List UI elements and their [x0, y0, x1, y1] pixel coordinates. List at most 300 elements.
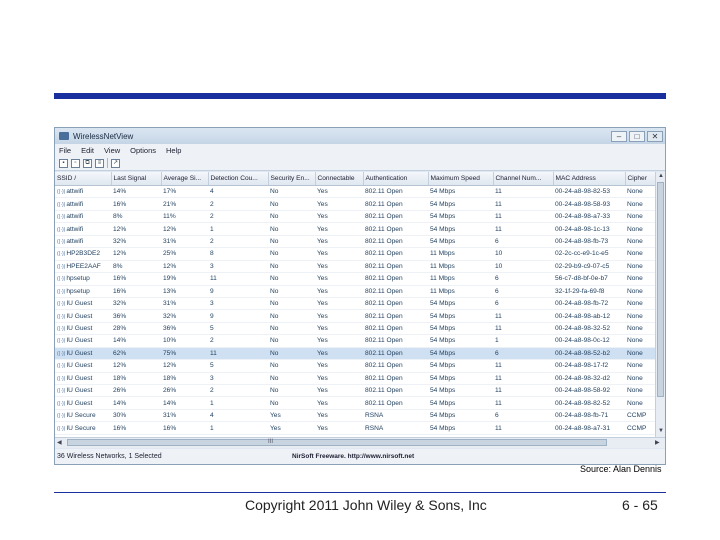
ssid-cell	[55, 397, 111, 409]
table-cell: 11 Mbps	[428, 273, 493, 285]
ssid-cell	[55, 223, 111, 235]
table-cell: Yes	[268, 422, 315, 434]
table-cell: 6	[493, 273, 553, 285]
table-cell: 16%	[111, 198, 161, 210]
table-cell: Yes	[315, 285, 363, 297]
table-cell: 10%	[161, 335, 208, 347]
table-cell: 3	[208, 372, 268, 384]
ssid-text: attwifi	[66, 225, 84, 233]
ssid-text: attwifi	[66, 237, 84, 245]
table-cell: 14%	[111, 186, 161, 198]
table-cell: 54 Mbps	[428, 198, 493, 210]
table-cell: None	[625, 210, 655, 222]
table-cell: 1	[493, 335, 553, 347]
table-cell: Yes	[315, 409, 363, 421]
table-cell: Yes	[315, 260, 363, 272]
column-header[interactable]: Channel Num...	[493, 172, 553, 186]
table-cell: 8%	[111, 260, 161, 272]
table-cell: 802.11 Open	[363, 260, 428, 272]
table-cell: 6	[493, 285, 553, 297]
table-cell: 00-24-a8-98-ab-12	[553, 310, 625, 322]
table-cell: 11	[493, 372, 553, 384]
table-cell: 54 Mbps	[428, 186, 493, 198]
status-count: 36 Wireless Networks, 1 Selected	[57, 453, 162, 460]
table-cell: 11	[493, 385, 553, 397]
table-cell: No	[268, 397, 315, 409]
table-cell: 802.11 Open	[363, 347, 428, 359]
table-cell: 2	[208, 385, 268, 397]
wifi-icon: ((·))	[57, 388, 66, 395]
column-header[interactable]: SSID /	[55, 172, 111, 186]
table-cell: 16%	[161, 422, 208, 434]
table-cell: No	[268, 273, 315, 285]
horizontal-scrollbar[interactable]	[55, 437, 665, 448]
table-cell: 802.11 Open	[363, 360, 428, 372]
table-cell: None	[625, 360, 655, 372]
table-cell: 54 Mbps	[428, 422, 493, 434]
table-cell: 54 Mbps	[428, 310, 493, 322]
table-cell: 54 Mbps	[428, 360, 493, 372]
wifi-icon: ((·))	[57, 350, 66, 357]
table-cell: 62%	[111, 347, 161, 359]
table-cell: Yes	[315, 360, 363, 372]
table-cell: 18%	[161, 372, 208, 384]
wifi-icon: ((·))	[57, 400, 66, 407]
table-row[interactable]	[55, 322, 655, 334]
table-cell: 54 Mbps	[428, 335, 493, 347]
table-cell: 11	[493, 210, 553, 222]
table-cell: Yes	[315, 198, 363, 210]
column-header[interactable]: Security En...	[268, 172, 315, 186]
table-cell: No	[268, 335, 315, 347]
table-cell: 54 Mbps	[428, 297, 493, 309]
table-cell: 1	[208, 397, 268, 409]
wifi-icon: ((·))	[57, 338, 66, 345]
table-cell: No	[268, 285, 315, 297]
ssid-cell	[55, 260, 111, 272]
table-row[interactable]	[55, 335, 655, 347]
table-row[interactable]	[55, 186, 655, 198]
ssid-cell	[55, 285, 111, 297]
column-header[interactable]: Connectable	[315, 172, 363, 186]
table-cell: 12%	[111, 248, 161, 260]
table-cell: 12%	[111, 360, 161, 372]
table-cell: Yes	[268, 409, 315, 421]
ssid-text: IU Guest	[66, 300, 93, 308]
table-cell: 2	[208, 335, 268, 347]
table-cell: None	[625, 347, 655, 359]
table-cell: 14%	[111, 335, 161, 347]
column-header[interactable]: Last Signal	[111, 172, 161, 186]
wifi-icon: ((·))	[57, 276, 66, 283]
table-cell: None	[625, 198, 655, 210]
column-header[interactable]: Average Si...	[161, 172, 208, 186]
table-cell: Yes	[315, 422, 363, 434]
wifi-icon: ((·))	[57, 201, 66, 208]
table-cell: No	[268, 235, 315, 247]
table-cell: 31%	[161, 409, 208, 421]
table-cell: No	[268, 347, 315, 359]
table-cell: 802.11 Open	[363, 248, 428, 260]
ssid-text: IU Guest	[66, 325, 93, 333]
ssid-cell	[55, 186, 111, 198]
table-cell: 54 Mbps	[428, 223, 493, 235]
table-cell: 75%	[161, 347, 208, 359]
scroll-up-arrow[interactable]: ▲	[658, 173, 664, 179]
table-cell: 12%	[161, 260, 208, 272]
ssid-cell	[55, 372, 111, 384]
menu-options[interactable]: Options	[130, 145, 157, 155]
table-row[interactable]	[55, 310, 655, 322]
slide-bottom-rule	[54, 492, 666, 493]
table-cell: 00-24-a8-98-0c-12	[553, 335, 625, 347]
table-cell: 32%	[111, 235, 161, 247]
table-cell: 802.11 Open	[363, 285, 428, 297]
ssid-cell	[55, 198, 111, 210]
wifi-icon: ((·))	[57, 301, 66, 308]
table-cell: 11	[208, 273, 268, 285]
table-row[interactable]	[55, 248, 655, 260]
table-cell: 8	[208, 248, 268, 260]
ssid-cell	[55, 235, 111, 247]
table-cell: 54 Mbps	[428, 385, 493, 397]
table-cell: 11 Mbps	[428, 260, 493, 272]
table-cell: 00-24-a8-98-17-f2	[553, 360, 625, 372]
table-cell: 02-29-b9-c9-07-c5	[553, 260, 625, 272]
ssid-cell	[55, 385, 111, 397]
table-cell: 32%	[161, 310, 208, 322]
table-cell: None	[625, 372, 655, 384]
table-cell: No	[268, 248, 315, 260]
ssid-text: hpsetup	[66, 287, 90, 295]
vertical-scroll-thumb[interactable]	[657, 182, 664, 397]
table-cell: 9	[208, 285, 268, 297]
table-cell: 11	[493, 310, 553, 322]
table-cell: No	[268, 310, 315, 322]
table-cell: 12%	[161, 223, 208, 235]
table-cell: 31%	[161, 235, 208, 247]
table-row[interactable]	[55, 260, 655, 272]
table-cell: 36%	[161, 322, 208, 334]
table-cell: 11 Mbps	[428, 248, 493, 260]
horizontal-scroll-thumb[interactable]	[67, 439, 607, 446]
ssid-cell	[55, 273, 111, 285]
table-cell: 14%	[161, 397, 208, 409]
table-cell: 16%	[111, 285, 161, 297]
table-cell: 802.11 Open	[363, 198, 428, 210]
ssid-cell	[55, 335, 111, 347]
table-cell: 802.11 Open	[363, 297, 428, 309]
ssid-text: IU Guest	[66, 374, 93, 382]
table-cell: 6	[493, 409, 553, 421]
table-cell: 6	[493, 297, 553, 309]
ssid-text: attwifi	[66, 200, 84, 208]
table-cell: No	[268, 260, 315, 272]
ssid-text: HPEE2AAF	[66, 262, 101, 270]
table-cell: 00-24-a8-98-a7-33	[553, 210, 625, 222]
ssid-text: IU Guest	[66, 362, 93, 370]
minimize-button[interactable]: –	[611, 131, 627, 142]
table-cell: No	[268, 297, 315, 309]
table-cell: 802.11 Open	[363, 372, 428, 384]
table-cell: Yes	[315, 310, 363, 322]
table-cell: 54 Mbps	[428, 409, 493, 421]
table-row[interactable]	[55, 235, 655, 247]
table-cell: 00-24-a8-98-fb-73	[553, 235, 625, 247]
wirelessnetview-window	[54, 127, 666, 465]
table-row[interactable]	[55, 409, 655, 421]
ssid-cell	[55, 409, 111, 421]
table-cell: Yes	[315, 248, 363, 260]
table-cell: 26%	[111, 385, 161, 397]
wifi-icon: ((·))	[57, 214, 66, 221]
table-cell: None	[625, 335, 655, 347]
table-cell: 802.11 Open	[363, 235, 428, 247]
ssid-cell	[55, 322, 111, 334]
table-cell: 6	[493, 235, 553, 247]
table-cell: 54 Mbps	[428, 397, 493, 409]
table-cell: 16%	[111, 422, 161, 434]
table-cell: 11	[208, 347, 268, 359]
table-cell: 12%	[161, 360, 208, 372]
table-row[interactable]	[55, 223, 655, 235]
save-icon[interactable]: ▪	[59, 159, 68, 168]
table-cell: 36%	[111, 310, 161, 322]
ssid-cell	[55, 347, 111, 359]
table-cell: 1	[208, 223, 268, 235]
table-cell: 5	[208, 322, 268, 334]
table-cell: 802.11 Open	[363, 322, 428, 334]
table-cell: Yes	[315, 385, 363, 397]
table-cell: 13%	[161, 285, 208, 297]
table-cell: 11	[493, 360, 553, 372]
table-cell: 00-24-a8-98-1c-13	[553, 223, 625, 235]
table-cell: Yes	[315, 223, 363, 235]
table-cell: 54 Mbps	[428, 235, 493, 247]
status-bar	[55, 449, 665, 464]
table-cell: 54 Mbps	[428, 372, 493, 384]
table-cell: 11	[493, 422, 553, 434]
table-cell: Yes	[315, 335, 363, 347]
table-cell: 11	[493, 322, 553, 334]
wifi-icon: ((·))	[57, 413, 66, 420]
table-cell: CCMP	[625, 409, 655, 421]
menu-help[interactable]: Help	[166, 145, 182, 155]
table-cell: 5	[208, 360, 268, 372]
scroll-left-arrow[interactable]: ◀	[57, 440, 62, 446]
wifi-icon: ((·))	[57, 238, 66, 245]
table-cell: 802.11 Open	[363, 310, 428, 322]
table-cell: Yes	[315, 397, 363, 409]
table-row[interactable]	[55, 210, 655, 222]
copyright-text: Copyright 2011 John Wiley & Sons, Inc	[245, 497, 487, 513]
menu-view[interactable]: View	[104, 145, 121, 155]
wifi-icon: ((·))	[57, 288, 66, 295]
table-cell: 11	[493, 186, 553, 198]
table-cell: Yes	[315, 235, 363, 247]
table-cell: None	[625, 186, 655, 198]
table-cell: 9	[208, 310, 268, 322]
table-cell: 11	[493, 223, 553, 235]
table-cell: CCMP	[625, 422, 655, 434]
table-row[interactable]	[55, 422, 655, 434]
ssid-text: hpsetup	[66, 275, 90, 283]
table-cell: Yes	[315, 297, 363, 309]
table-cell: 1	[208, 422, 268, 434]
table-cell: 2	[208, 210, 268, 222]
table-cell: Yes	[315, 210, 363, 222]
table-cell: No	[268, 186, 315, 198]
table-cell: 00-24-a8-98-32-52	[553, 322, 625, 334]
scroll-grip: III	[268, 439, 274, 445]
table-cell: 32-1f-29-fa-69-f8	[553, 285, 625, 297]
menu-file[interactable]: File	[59, 145, 72, 155]
table-cell: 26%	[161, 385, 208, 397]
table-cell: 18%	[111, 372, 161, 384]
table-cell: 00-24-a8-98-82-52	[553, 397, 625, 409]
table-cell: 3	[208, 297, 268, 309]
table-cell: 21%	[161, 198, 208, 210]
column-header[interactable]: Authentication	[363, 172, 428, 186]
ssid-cell	[55, 422, 111, 434]
table-cell: 4	[208, 409, 268, 421]
ssid-text: IU Guest	[66, 337, 93, 345]
table-cell: 12%	[111, 223, 161, 235]
column-header[interactable]: MAC Address	[553, 172, 625, 186]
table-cell: 31%	[161, 297, 208, 309]
status-credit[interactable]: NirSoft Freeware. http://www.nirsoft.net	[292, 453, 415, 460]
ssid-text: attwifi	[66, 188, 84, 196]
ssid-text: IU Guest	[66, 387, 93, 395]
table-cell: 10	[493, 260, 553, 272]
table-cell: 4	[208, 186, 268, 198]
column-header[interactable]: Cipher	[625, 172, 655, 186]
table-cell: None	[625, 322, 655, 334]
column-header[interactable]: Detection Cou...	[208, 172, 268, 186]
copy-icon[interactable]: ⧉	[83, 159, 92, 168]
table-cell: 00-24-a8-98-52-b2	[553, 347, 625, 359]
table-cell: 00-24-a8-98-fb-72	[553, 297, 625, 309]
vertical-scrollbar[interactable]	[655, 172, 666, 437]
table-cell: 30%	[111, 409, 161, 421]
properties-icon[interactable]: ≡	[95, 159, 104, 168]
table-cell: None	[625, 273, 655, 285]
table-cell: 00-24-a8-98-fb-71	[553, 409, 625, 421]
table-cell: 2	[208, 198, 268, 210]
table-cell: Yes	[315, 347, 363, 359]
app-icon	[59, 132, 69, 140]
ssid-text: IU Secure	[66, 424, 96, 432]
table-row[interactable]	[55, 198, 655, 210]
table-cell: 16%	[111, 273, 161, 285]
table-cell: 802.11 Open	[363, 397, 428, 409]
wifi-icon: ((·))	[57, 326, 66, 333]
ssid-text: IU Guest	[66, 312, 93, 320]
ssid-text: HP2B3DE2	[66, 250, 101, 258]
close-button[interactable]: ✕	[647, 131, 663, 142]
table-cell: 00-24-a8-98-a7-31	[553, 422, 625, 434]
column-header[interactable]: Maximum Speed	[428, 172, 493, 186]
wifi-icon: ((·))	[57, 425, 66, 432]
table-cell: None	[625, 310, 655, 322]
open-icon[interactable]: ▫	[71, 159, 80, 168]
table-cell: 3	[208, 260, 268, 272]
table-row[interactable]	[55, 360, 655, 372]
scroll-down-arrow[interactable]: ▼	[658, 428, 664, 434]
table-cell: 14%	[111, 397, 161, 409]
wifi-icon: ((·))	[57, 251, 66, 258]
table-cell: No	[268, 210, 315, 222]
networks-table-container	[55, 172, 655, 437]
wifi-icon: ((·))	[57, 263, 66, 270]
table-row[interactable]	[55, 397, 655, 409]
table-cell: 25%	[161, 248, 208, 260]
table-cell: 802.11 Open	[363, 210, 428, 222]
table-cell: 2	[208, 235, 268, 247]
table-cell: None	[625, 297, 655, 309]
table-cell: 802.11 Open	[363, 186, 428, 198]
table-cell: 54 Mbps	[428, 347, 493, 359]
table-row[interactable]	[55, 273, 655, 285]
table-cell: 00-24-a8-98-58-93	[553, 198, 625, 210]
page-number: 6 - 65	[622, 497, 658, 513]
ssid-cell	[55, 360, 111, 372]
table-cell: 19%	[161, 273, 208, 285]
table-cell: None	[625, 397, 655, 409]
table-cell: 802.11 Open	[363, 335, 428, 347]
table-row[interactable]	[55, 372, 655, 384]
table-row[interactable]	[55, 297, 655, 309]
table-cell: 00-24-a8-98-32-d2	[553, 372, 625, 384]
table-cell: 32%	[111, 297, 161, 309]
table-cell: Yes	[315, 186, 363, 198]
table-cell: None	[625, 285, 655, 297]
window-title: WirelessNetView	[73, 131, 134, 141]
table-cell: 802.11 Open	[363, 273, 428, 285]
ssid-cell	[55, 248, 111, 260]
table-cell: 11 Mbps	[428, 285, 493, 297]
table-cell: 11%	[161, 210, 208, 222]
table-cell: 56-c7-d8-bf-0e-b7	[553, 273, 625, 285]
menu-edit[interactable]: Edit	[81, 145, 95, 155]
table-cell: RSNA	[363, 409, 428, 421]
table-cell: No	[268, 385, 315, 397]
table-cell: 6	[493, 347, 553, 359]
table-cell: 11	[493, 198, 553, 210]
table-row[interactable]	[55, 347, 655, 359]
table-cell: 802.11 Open	[363, 223, 428, 235]
maximize-button[interactable]: □	[629, 131, 645, 142]
table-cell: 00-24-a8-98-82-53	[553, 186, 625, 198]
table-cell: 802.11 Open	[363, 385, 428, 397]
table-cell: No	[268, 360, 315, 372]
table-cell: None	[625, 385, 655, 397]
table-cell: No	[268, 322, 315, 334]
table-cell: 28%	[111, 322, 161, 334]
table-cell: None	[625, 235, 655, 247]
table-row[interactable]	[55, 385, 655, 397]
exit-icon[interactable]: ↗	[112, 159, 119, 166]
table-cell: 00-24-a8-98-58-92	[553, 385, 625, 397]
table-row[interactable]	[55, 285, 655, 297]
toolbar	[55, 156, 665, 171]
networks-table	[55, 172, 655, 437]
ssid-cell	[55, 297, 111, 309]
table-cell: 10	[493, 248, 553, 260]
scroll-right-arrow[interactable]: ▶	[655, 440, 660, 446]
ssid-text: IU Guest	[66, 399, 93, 407]
slide-top-rule	[54, 93, 666, 99]
